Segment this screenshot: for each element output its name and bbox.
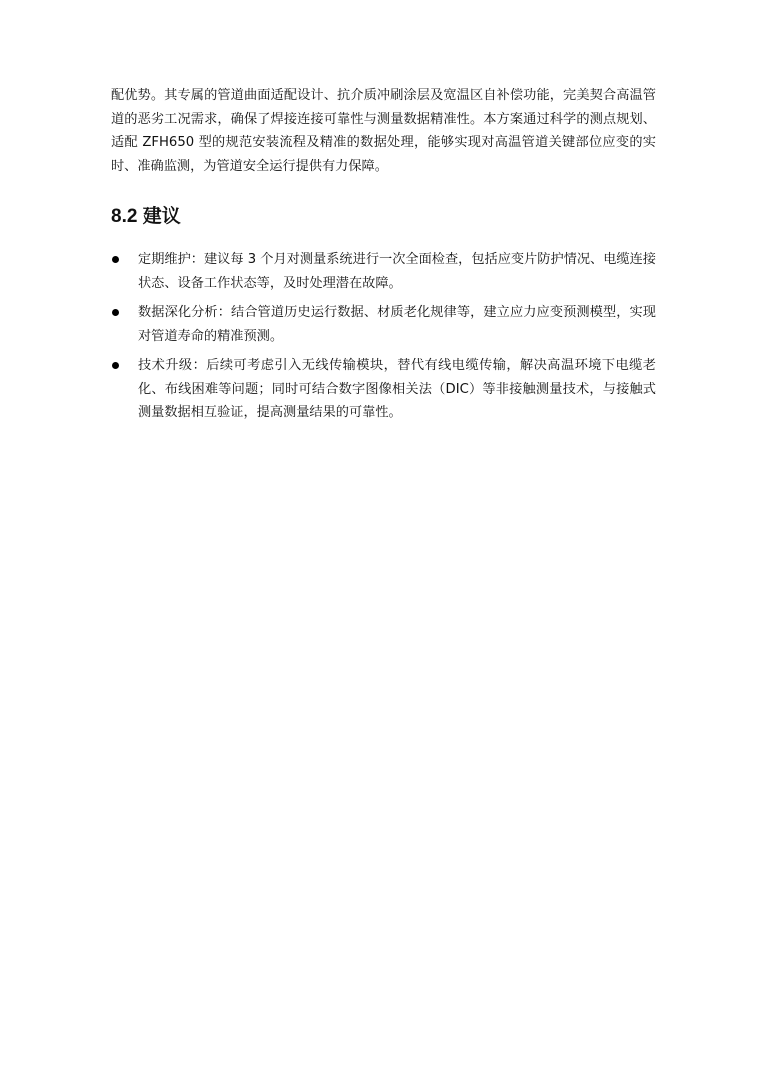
document-page (111, 84, 656, 431)
intro-paragraph: 配优势。其专属的管道曲面适配设计、抗介质冲刷涂层及宽温区自补偿功能，完美契合高温管道的恶劣工况需求，确保了焊接连接可靠性与测量数据精准性。本方案通过科学的测点规划、适配 ZFH650 型的规范安装流程及精准的数据处理，能够实现对高温管道关键部位应变的实时、准确监测，为管道安全运行提供有力保障。 (111, 88, 656, 174)
recommendation-text: 数据深化分析：结合管道历史运行数据、材质老化规律等，建立应力应变预测模型，实现对管道寿命的精准预测。 (138, 305, 656, 344)
list-item (111, 354, 656, 425)
recommendation-text: 技术升级：后续可考虑引入无线传输模块，替代有线电缆传输，解决高温环境下电缆老化、布线困难等问题；同时可结合数字图像相关法（DIC）等非接触测量技术，与接触式测量数据相互验证，提高测量结果的可靠性。 (138, 358, 656, 420)
bullet-icon (112, 309, 119, 316)
list-item (111, 301, 656, 348)
recommendation-list (111, 248, 656, 425)
section-heading: 8.2 建议 (111, 206, 181, 227)
list-item (111, 248, 656, 295)
bullet-icon (112, 256, 119, 263)
bullet-icon (112, 362, 119, 369)
recommendation-text: 定期维护：建议每 3 个月对测量系统进行一次全面检查，包括应变片防护情况、电缆连接状态、设备工作状态等，及时处理潜在故障。 (138, 252, 656, 291)
